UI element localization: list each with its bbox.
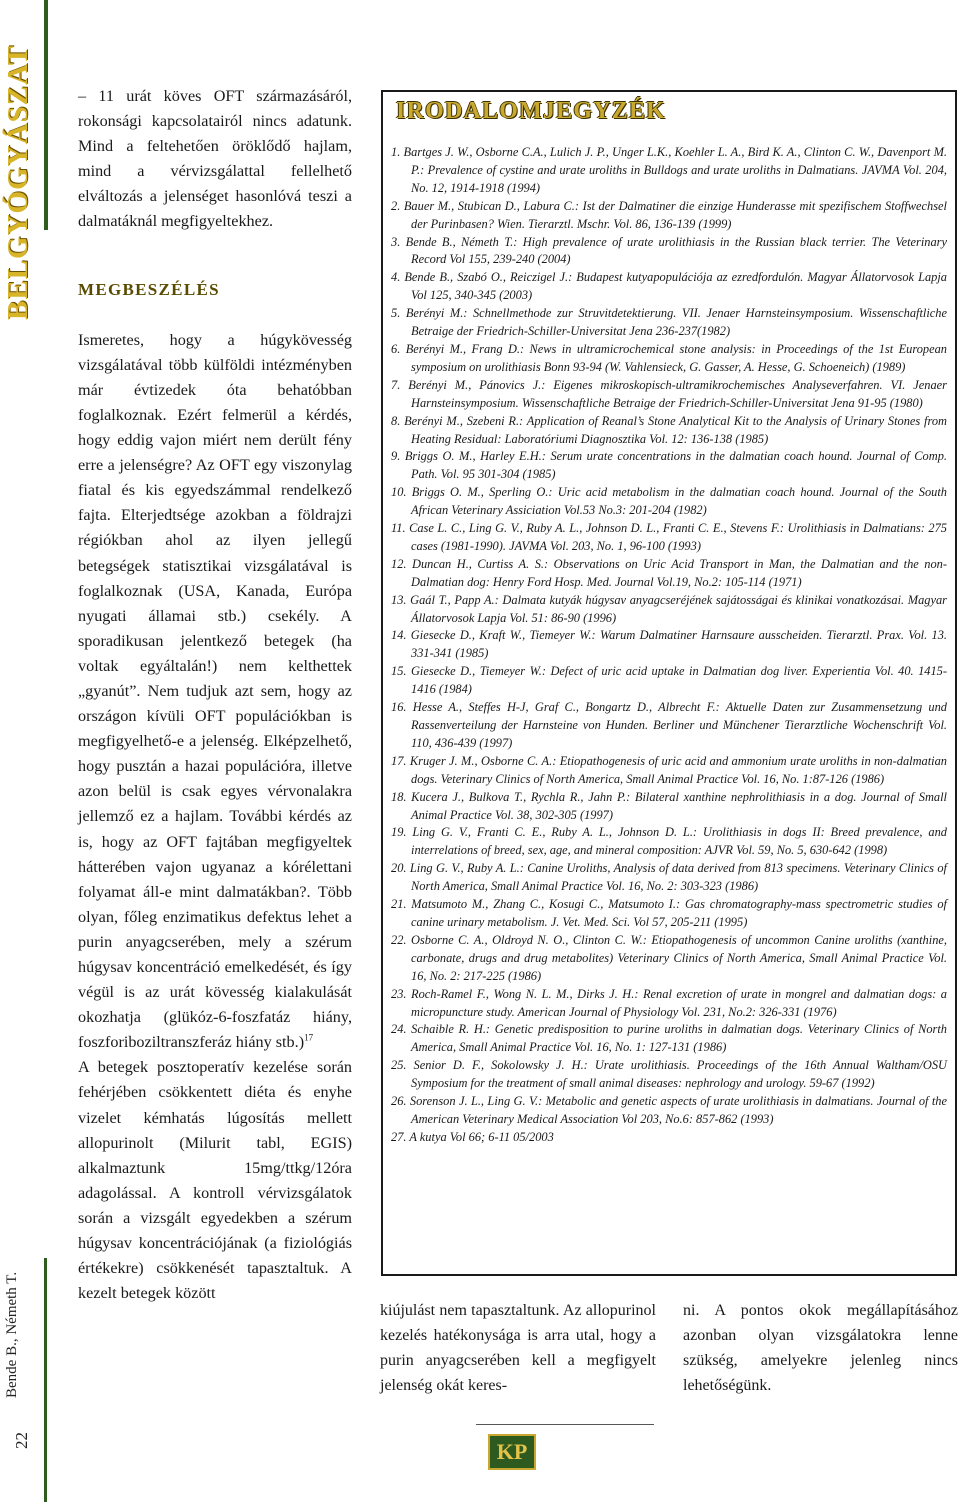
right-paragraph: ni. A pontos okok megállapításához azonban olyan vizsgálatokra lenne szükség, amelyekre jelenleg nincs lehetőségünk. <box>683 1302 958 1395</box>
reference-item: 27. A kutya Vol 66; 6-11 05/2003 <box>391 1129 554 1144</box>
reference-item: 26. Sorenson J. L., Ling G. V.: Metabolic and genetic aspects of urate urolithiasis in dalmatians. Journal of the American Veterinary Medical Association Vol 203, No.6: 857-862 (1993) <box>391 1094 947 1126</box>
section-label: BELGYÓGYÁSZAT <box>2 44 34 320</box>
treatment-paragraph: A betegek posztoperatív kezelése során fehérjében csökkentett diéta és enyhe vizelet kémhatás lúgosítás mellett allopurinolt (Milurit tabl, EGIS) alkalmaztunk 15mg/ttkg/12óra adagolással. A kontroll vérvizsgálatok során a vizsgált egyedekben a szérum húgysav koncentrációjának (a fiziológiás értékekre) csökkenését tapasztaltuk. A kezelt betegek között <box>78 1058 352 1303</box>
reference-item: 3. Bende B., Németh T.: High prevalence of urate urolithiasis in the Russian black terrier. The Veterinary Record Vol 155, 239-240 (2004) <box>391 234 947 267</box>
discussion-text: Ismeretes, hogy a húgykövesség vizsgálatával több külföldi intézményben már évtizedek óta behatóbban foglalkoznak. Ezért felmerül a kérdés, hogy eddig vajon miért nem derült fény erre a jelenségre? Az OFT egy viszonylag fiatal és kis egyedszámmal rendelkező fajta. Elterjedtsége azokban a földrajzi régiókban ahol az ilyen jellegű betegségek statisztikai vizsgálatával is foglalkoznak (USA, Kanada, Európa nyugati államai stb.) csekély. A sporadikusan jelentkező betegek (ha voltak egyáltalán!) nem kelthettek „gyanút”. Nem tudjuk azt sem, hogy az országon kívüli OFT populációkban is megfigyelhető-e a jelenség. Elképzelhető, hogy pusztán a hazai populációra, illetve azon belül is csak egyes vérvonalakra jellemző ez a hajlam. További kérdés az is, hogy az OFT fajtában megfigyeltek hátterében vajon ugyanaz a kórélettani folyamat áll-e mint dalmatákban?. Több olyan, főleg enzimatikus defektus lehet a purin anyagcserében, mely a szérum húgysav koncentráció emelkedését, és így végül is az urát kövesség kialakulását okozhatja (glükóz-6-foszfatáz hiány, foszforiboziltranszferáz hiány stb.) <box>78 330 352 1052</box>
reference-item: 13. Gaál T., Papp A.: Dalmata kutyák húgysav anyagcseréjének sajátosságai és klinikai vonatkozásai. Magyar Állatorvosok Lapja Vol. 51: 86-90 (1996) <box>391 592 947 625</box>
reference-item: 7. Berényi M., Pánovics J.: Eigenes mikroskopisch-ultramikrochemisches Analyseverfahren. VI. Jenaer Harnsteinsymposium. Wissenschaftliche Betraige der Friedrich-Schiller-Universitat Jena 91-95 (1980) <box>391 377 947 410</box>
reference-item: 16. Hesse A., Steffes H-J, Graf C., Bongartz D., Albrecht F.: Aktuelle Daten zur Zusammensetzung und Rassenverteilung der Harnsteine von Hunden. Berliner und Münchener Tierarztliche Wochenschrift Vol. 110, 436-439 (1997) <box>391 700 947 750</box>
reference-item: 19. Ling G. V., Franti C. E., Ruby A. L., Johnson D. L.: Urolithiasis in dogs II: Breed prevalence, and interrelations of breed, sex, age, and mineral composition: AJVR Vol. 59, No. 5, 630-642 (1998) <box>391 825 947 858</box>
reference-item: 15. Giesecke D., Tiemeyer W.: Defect of uric acid uptake in Dalmatian dog liver. Experientia Vol. 40. 1415-1416 (1984) <box>391 664 947 697</box>
section-heading: MEGBESZÉLÉS <box>78 279 220 299</box>
reference-item: 24. Schaible R. H.: Genetic predisposition to purine uroliths in dalmatian dogs. Veterinary Clinics of North America, Small Animal Practice Vol. 16, No. 1: 127-131 (1986) <box>391 1022 947 1055</box>
right-column <box>683 1298 958 1398</box>
reference-item: 23. Roch-Ramel F., Wong N. L. M., Dirks J. H.: Renal excretion of urate in mongrel and dalmatian dogs: a micropuncture study. American Journal of Physiology Vol. 231, No.2: 326-331 (1976) <box>391 986 947 1019</box>
reference-item: 4. Bende B., Szabó O., Reiczigel J.: Budapest kutyapopulációja az ezredfordulón. Magyar Állatorvosok Lapja Vol 125, 340-345 (2003) <box>391 270 947 303</box>
reference-item: 10. Briggs O. M., Sperling O.: Uric acid metabolism in the dalmatian coach hound. Journal of the South African Veterinary Assiciation Vol.53 No.3: 201-204 (1982) <box>391 485 947 518</box>
middle-column <box>380 1298 656 1398</box>
references-list <box>391 144 947 1147</box>
reference-item: 11. Case L. C., Ling G. V., Ruby A. L., Johnson D. L., Franti C. E., Stevens F.: Urolithiasis in Dalmatians: 275 cases (1981-1990). JAVMA Vol. 203, No. 1, 96-100 (1993) <box>391 521 947 553</box>
reference-item: 21. Matsumoto M., Zhang C., Kosugi C., Matsumoto I.: Gas chromatography-mass spectrometric studies of canine urinary metabolism. J. Vet. Med. Sci. Vol 57, 205-211 (1995) <box>391 897 947 929</box>
reference-item: 25. Senior D. F., Sokolowsky J. H.: Urate urolithiasis. Proceedings of the 16th Annual Waltham/OSU Symposium for the treatment of small animal diseases: nephrology and urology. 59-67 (1992) <box>391 1058 947 1091</box>
reference-item: 8. Berényi M., Szebeni R.: Application of Reanal’s Stone Analytical Kit to the Analysis of Urinary Stones from Heating Residual: Laboratóriumi Diagnosztika Vol. 12: 136-138 (1985) <box>391 413 947 446</box>
reference-item: 6. Berényi M., Frang D.: News in ultramicrochemical stone analysis: in Proceedings of the 1st European symposium on urolithiasis Bonn 93-94 (W. Vahlensieck, G. Gasser, A. Hesse, G. Schoeneich) (1989) <box>391 341 947 374</box>
reference-item: 18. Kucera J., Bulkova T., Rychla R., Jahn P.: Bilateral xanthine nephrolithiasis in a dog. Journal of Small Animal Practice Vol. 38, 302-305 (1997) <box>391 789 947 822</box>
discussion-paragraph <box>78 328 352 1056</box>
sidebar-rule <box>44 0 48 230</box>
reference-item: 12. Duncan H., Curtiss A. S.: Observations on Uric Acid Transport in Man, the Dalmatian and the non-Dalmatian dog: Henry Ford Hosp. Med. Journal Vol.19, No.2: 105-114 (1971) <box>391 556 947 589</box>
page-number: 22 <box>12 1432 31 1449</box>
reference-item: 14. Giesecke D., Kraft W., Tiemeyer W.: Warum Dalmatiner Harnsaure ausscheiden. Tierarztl. Prax. Vol. 13. 331-341 (1985) <box>391 628 947 661</box>
publisher-logo: KP <box>488 1434 536 1470</box>
footer-rule <box>476 1424 654 1425</box>
author-label: Bende B., Németh T. <box>4 1271 20 1398</box>
intro-paragraph: – 11 urát köves OFT származásáról, rokonsági kapcsolatairól nincs adatunk. Mind a feltehetően öröklődő hajlam, mind a vérvizsgálattal fellelhető elváltozás a jelenséget hasonlóvá teszi a dalmatáknál megfigyeltekhez. <box>78 87 352 231</box>
reference-item: 5. Berényi M.: Schnellmethode zur Struvitdetektierung. VII. Jenaer Harnsteinsymposium. Wissenschaftliche Betraige der Friedrich-Schiller-Universitat Jena 236-237(1982) <box>391 306 947 339</box>
reference-item: 17. Kruger J. M., Osborne C. A.: Etiopathogenesis of uric acid and ammonium urate uroliths in non-dalmatian dogs. Veterinary Clinics of North America, Small Animal Practice Vol. 16, No. 1:87-126 (1986) <box>391 753 947 786</box>
reference-item: 2. Bauer M., Stubican D., Labura C.: Ist der Dalmatiner die einzige Hunderasse mit spezifischem Stoffwechsel der Purinbasen? Wien. Tierarztl. Mschr. Vol. 86, 136-139 (1999) <box>391 198 947 231</box>
reference-item: 20. Ling G. V., Ruby A. L.: Canine Uroliths, Analysis of data derived from 813 specimens. Veterinary Clinics of North America, Small Animal Practice Vol. 16, No. 2: 303-323 (1986) <box>391 861 947 894</box>
reference-item: 22. Osborne C. A., Oldroyd N. O., Clinton C. W.: Etiopathogenesis of uncommon Canine uroliths (xanthine, carbonate, drugs and drug metabolites) Veterinary Clinics of North America, Small Animal Practice Vol. 16, No. 2: 217-225 (1986) <box>391 932 947 983</box>
left-column <box>78 84 352 1306</box>
references-title: IRODALOMJEGYZÉK <box>396 98 667 124</box>
reference-item: 9. Briggs O. M., Harley E.H.: Serum urate concentrations in the dalmatian coach hound. Journal of Comp. Path. Vol. 95 301-304 (1985) <box>391 449 947 482</box>
reference-item: 1. Bartges J. W., Osborne C.A., Lulich J. P., Unger L.K., Koehler L. A., Bird K. A., Clinton C. W., Davenport M. P.: Prevalence of cystine and urate uroliths in Bulldogs and urate uroliths in Dalmatians. JAVMA Vol. 204, No. 12, 1914-1918 (1994) <box>391 145 947 195</box>
footnote-ref: 17 <box>304 1032 314 1043</box>
middle-paragraph: kiújulást nem tapasztaltunk. Az allopurinol kezelés hatékonysága is arra utal, hogy a purin anyagcserében kell a megfigyelt jelenség okát keres- <box>380 1302 656 1395</box>
bottom-rule <box>44 1258 47 1502</box>
